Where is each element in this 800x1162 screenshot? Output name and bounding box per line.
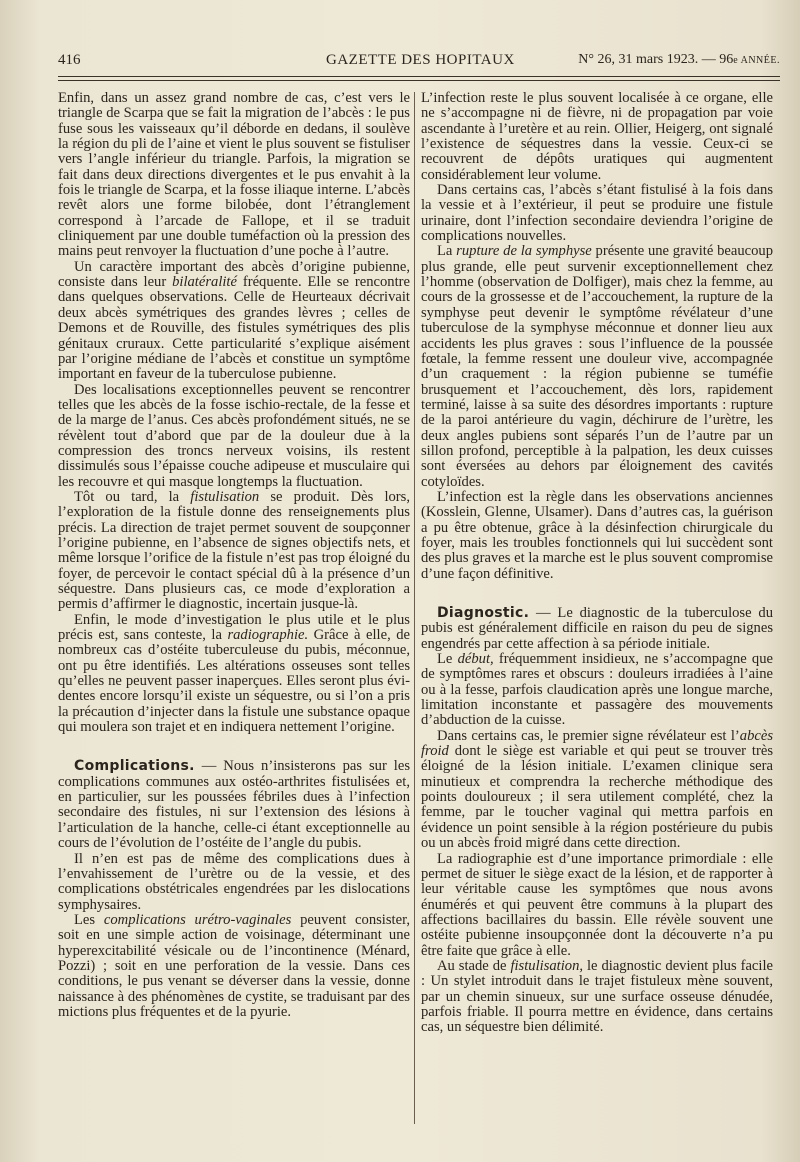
header-rule-top [58,76,780,77]
column-divider [414,92,415,1124]
paragraph: Il n’en est pas de même des complications dues à l’envahissement de l’urètre ou de la vessie, et des complications obstétricales engendrées par les dislocations symphysaires. [58,850,410,913]
paragraph: Des localisations exceptionnelles peuvent se rencontrer telles que les abcès de la fosse ischio-rectale, de la fesse et de la marge de l’anus. Ces abcès profondément situés, ne se révèlent tout d’abord que par de la douleur due à la compression des troncs nerveux voisins, ils restent dissimulés sous l’épaisse couche adipeuse et musculaire qui les recouvre et qui masque longtemps la fluctuation. [58,381,410,490]
paragraph: L’infection reste le plus souvent localisée à ce organe, elle ne s’accompagne ni de fièvre, ni de propagation par voie ascendante à l’uretère et au rein. Ollier, Heigerg, ont signalé l’existence de séquestres dans la vessie. Ceux-ci se recouvrent de dépôts uratiques qui augmentent considérablement leur volume. [421,91,773,183]
right-column [421,91,773,1141]
paragraph: Dans certains cas, le premier signe révélateur est l’abcès froid dont le siège est variable et qui peut se trouver très éloigné de la lésion initiale. L’examen clinique sera minutieux et comprendra la recherche méthodique des points douloureux ; il sera utilement complété, chez la femme, par le toucher vaginal qui mettra parfois en évidence un point sensible à la région postérieure du pubis ou un abcès froid migré dans cette direction. [421,727,773,852]
page-number: 416 [58,52,81,68]
paragraph: La radiographie est d’une importance primordiale : elle permet de situer le siège exact de la lésion, et de rapporter à leur véritable cause les symptômes que nous avons énumérés et qui peuvent être communs à la plupart des affections bacillaires du bassin. Elle révèle souvent une ostéite pubienne insoupçonnée dont la découverte n’a pu être faite que grâce à elle. [421,850,773,959]
journal-title: GAZETTE DES HOPITAUX [326,52,515,68]
paragraph: Enfin, dans un assez grand nombre de cas, c’est vers le triangle de Scarpa que se fait la migration de l’abcès : le pus fuse sous les vaisseaux qu’il déborde en dedans, il soulève la région du pli de l’aine et vient le plus souvent se fistuliser vers l’angle inférieur du triangle. Parfois, la migration se fait dans deux directions divergentes et le pus envahit à la fois le triangle de Scarpa, et la fosse iliaque interne. L’abcès revêt alors une forme bilobée, dont l’étranglement correspond à l’arcade de Fallope, et il se traduit cliniquement par une double tuméfaction où la pression des mains peut renvoyer la fluctuation d’une poche à l’autre. [58,91,410,260]
page-header [58,52,780,74]
issue-date: N° 26, 31 mars 1923. — 96 [578,52,734,67]
paragraph: Un caractère important des abcès d’origine pubienne, consiste dans leur bilatéralité fréquente. Elle se rencontre dans quelques observations. Celle de Heurteaux décrivait deux abcès symétriques des grandes lèvres ; celles de Demons et de Rouville, des fistules symétriques des plis génitaux cruraux. Cette particularité s’explique aisément par l’origine médiane de l’abcès et constitue un symptôme important en faveur de la tuberculose pubienne. [58,258,410,383]
section-diagnostic: Diagnostic. — Le diagnostic de la tuberculose du pubis est généralement difficile en raison du peu de signes engendrés par cette affection à sa période initiale. [421,605,773,652]
paragraph: L’infection est la règle dans les observations anciennes (Kosslein, Glenne, Ulsamer). Dans d’autres cas, la guérison a pu être obtenue, grâce à la désinfection chirurgicale du foyer, mais les troubles fonctionnels qui lui succèdent sont des plus graves et la marche est le plus souvent compromise d’une façon définitive. [421,488,773,582]
issue-info [578,52,780,68]
paragraph: Le début, fréquemment insidieux, ne s’accompagne que de symptômes rares et obscurs : douleurs irradiées à l’aine ou à la fesse, parfois claudication après une longue marche, limitation inconstante et passagère des mouvements d’abduction de la cuisse. [421,651,773,729]
section-heading: Diagnostic. [437,605,530,621]
issue-year-suffix: e ANNÉE. [733,55,780,66]
paragraph: Au stade de fistulisation, le diagnostic devient plus facile : Un stylet introduit dans le trajet fistuleux mène souvent, par un chemin sinueux, sur une surface osseuse dénudée, parfois friable. Il pourra mettre en évidence, dans certains cas, un séquestre bien délimité. [421,957,773,1036]
paragraph: Les complications urétro-vaginales peuvent consister, soit en une simple action de voisinage, déterminant une hyperexcitabilité vésicale ou de l’incontinence (Ménard, Pozzi) ; soit en une perforation de la vessie. Dans ces conditions, le pus venant se déverser dans la vessie, donne naissance à des phénomènes de cystite, se traduisant par des mictions plus fréquentes et de la pyurie. [58,911,410,1020]
paragraph: Dans certains cas, l’abcès s’étant fistulisé à la fois dans la vessie et à l’extérieur, il peut se produire une fistule urinaire, dont l’infection secondaire deviendra l’origine de complications nouvelles. [421,182,773,245]
section-complications: Complications. — Nous n’insisterons pas sur les complications communes aux ostéo-arthrites fistulisées et, en particulier, sur les poussées fébriles dues à l’infection secondaire des fistules, ni sur l’extension des lésions à l’articulation de la hanche, celle-ci étant exceptionnelle au cours de l’évolution de l’ostéite de l’angle du pubis. [58,758,410,852]
paragraph: Enfin, le mode d’investigation le plus utile et le plus précis est, sans conteste, la radiographie. Grâce à elle, de nombreux cas d’ostéite tuberculeuse du pubis, méconnue, ont pu être identifiés. Les altérations osseuses sont telles qu’elles ne peuvent passer inaperçues. Elles seront plus évidentes encore lorsqu’il existe un séquestre, ou si l’on a pris la précaution d’injecter dans la fistule une substance opaque qui moulera son trajet et en indiquera nettement l’origine. [58,611,410,736]
paragraph: La rupture de la symphyse présente une gravité beaucoup plus grande, elle peut survenir exceptionnellement chez l’homme (observation de Dolfiger), mais chez la femme, au cours de la grossesse et de l’accouchement, la rupture de la symphyse peut devenir le symptôme révélateur d’une tuberculose de la symphyse méconnue et donner lieu aux accidents les plus graves : sous l’influence de la poussée fœtale, la femme ressent une douleur vive, accompagnée d’un craquement : la région pubienne se tuméfie brusquement et l’accouchement, dès lors, rapidement terminé, laisse à sa suite des désordres importants : rupture de la paroi antérieure du vagin, déchirure de l’urètre, les deux angles pubiens sont séparés l’un de l’autre par un sillon profond, perceptible à la palpation, les deux cuisses sont éversées au dehors par éloignement des cavités cotyloïdes. [421,243,773,490]
left-column [58,91,410,1141]
paragraph: Tôt ou tard, la fistulisation se produit. Dès lors, l’exploration de la fistule donne des renseignements plus précis. La direction de trajet permet souvent de soupçonner l’origine pubienne, en l’absence de signes objectifs nets, et même lorsque l’orifice de la fistule n’est pas trop éloigné du foyer, de percevoir le contact spécial dû à la présence d’un séquestre. Dans plusieurs cas, ce mode d’exploration a permis d’affirmer le diagnostic, incertain jusque-là. [58,488,410,613]
header-rule-bottom [58,80,780,81]
section-heading: Complications. [74,758,195,775]
